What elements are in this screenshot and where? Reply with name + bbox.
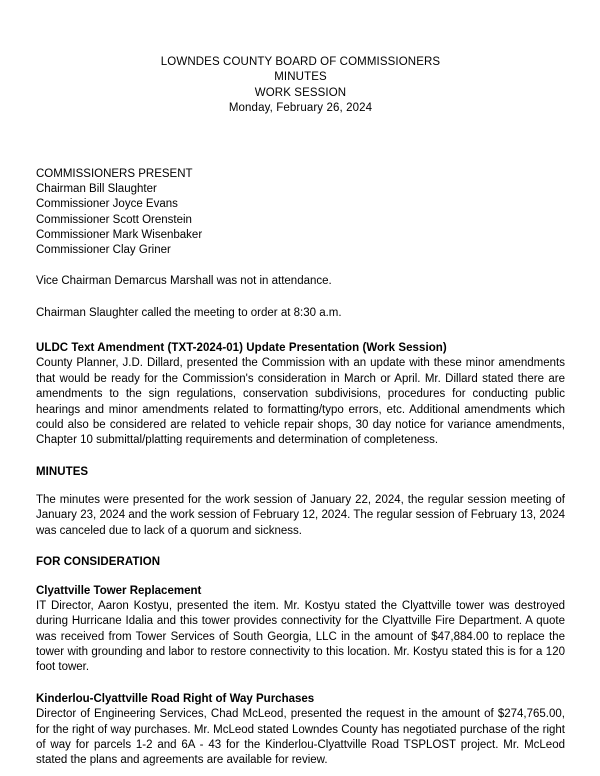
section-body-minutes: The minutes were presented for the work session of January 22, 2024, the regular session meeting of January 23, 2024 and the work session of February 12, 2024. The regular session of February 13, 2024 was canceled due to lack of a quorum and sickness. [36, 494, 565, 537]
commissioner-joyce-evans: Commissioner Joyce Evans [36, 198, 178, 211]
section-body-uldc-text-amendment: County Planner, J.D. Dillard, presented the Commission with an update with these minor amendments that would be ready for the Commission's consideration in March or April. Mr. Dillard stated there are amendments to the sign regulations, conservation subdivisions, procedures for conducting public hearings and minor amendments related to formatting/typo errors, etc. Additional amendments which could also be considered are related to vehicle repair shops, 30 day notice for variance amendments, Chapter 10 submittal/platting requirements and determination of completeness. [36, 357, 565, 447]
commissioner-chairman: Chairman Bill Slaughter [36, 182, 157, 195]
header-body-spacer [36, 117, 565, 167]
section-heading-uldc-text-amendment: ULDC Text Amendment (TXT-2024-01) Update Presentation (Work Session) [36, 342, 447, 354]
document-header [36, 55, 565, 117]
header-meeting-date: Monday, February 26, 2024 [228, 102, 373, 115]
commissioners-present-block [36, 167, 565, 259]
item-body-clyattville-tower-replacement: IT Director, Aaron Kostyu, presented the item. Mr. Kostyu stated the Clyattville tower was destroyed during Hurricane Idalia and this tower provides connectivity for the Clyattville Fire Department. A quote was received from Tower Services of South Georgia, LLC in the amount of $47,884.00 to replace the tower with grounding and labor to restore connectivity to this location. Mr. Kostyu stated this is for a 120 foot tower. [36, 599, 565, 674]
spacer-for-consideration-first-item [36, 571, 565, 584]
absence-note: Vice Chairman Demarcus Marshall was not in attendance. [36, 275, 332, 288]
commissioner-mark-wisenbaker: Commissioner Mark Wisenbaker [36, 228, 203, 241]
commissioner-scott-orenstein: Commissioner Scott Orenstein [36, 213, 192, 226]
item-heading-kinderlou-clyattville-row-purchases: Kinderlou-Clyattville Road Right of Way Purchases [36, 692, 315, 705]
section-heading-minutes: MINUTES [36, 465, 89, 478]
header-session-type: WORK SESSION [254, 86, 347, 99]
spacer-after-absence-note [36, 290, 565, 306]
commissioner-clay-griner: Commissioner Clay Griner [36, 244, 171, 257]
section-heading-for-consideration: FOR CONSIDERATION [36, 556, 161, 569]
header-organization: LOWNDES COUNTY BOARD OF COMMISSIONERS [160, 56, 441, 68]
item-body-kinderlou-clyattville-row-purchases: Director of Engineering Services, Chad McLeod, presented the request in the amount of $274,765.00, for the right of way purchases. Mr. McLeod stated Lowndes County has negotiated purchase of the right of way for parcels 1-2 and 6A - 43 for the Kinderlou-Clyattville Road TSPLOST project. Mr. McLeod stated the plans and agreements are available for review. [36, 708, 565, 767]
spacer-between-consideration-items [36, 676, 565, 692]
spacer-before-uldc [36, 321, 565, 341]
spacer-before-for-consideration [36, 539, 565, 555]
spacer-before-minutes [36, 449, 565, 465]
spacer-minutes-heading-body [36, 480, 565, 493]
call-to-order-note: Chairman Slaughter called the meeting to order at 8:30 a.m. [36, 306, 342, 319]
spacer-after-attendance [36, 258, 565, 274]
item-heading-clyattville-tower-replacement: Clyattville Tower Replacement [36, 584, 202, 597]
commissioners-present-title: COMMISSIONERS PRESENT [36, 167, 193, 180]
header-document-type: MINUTES [274, 71, 327, 84]
